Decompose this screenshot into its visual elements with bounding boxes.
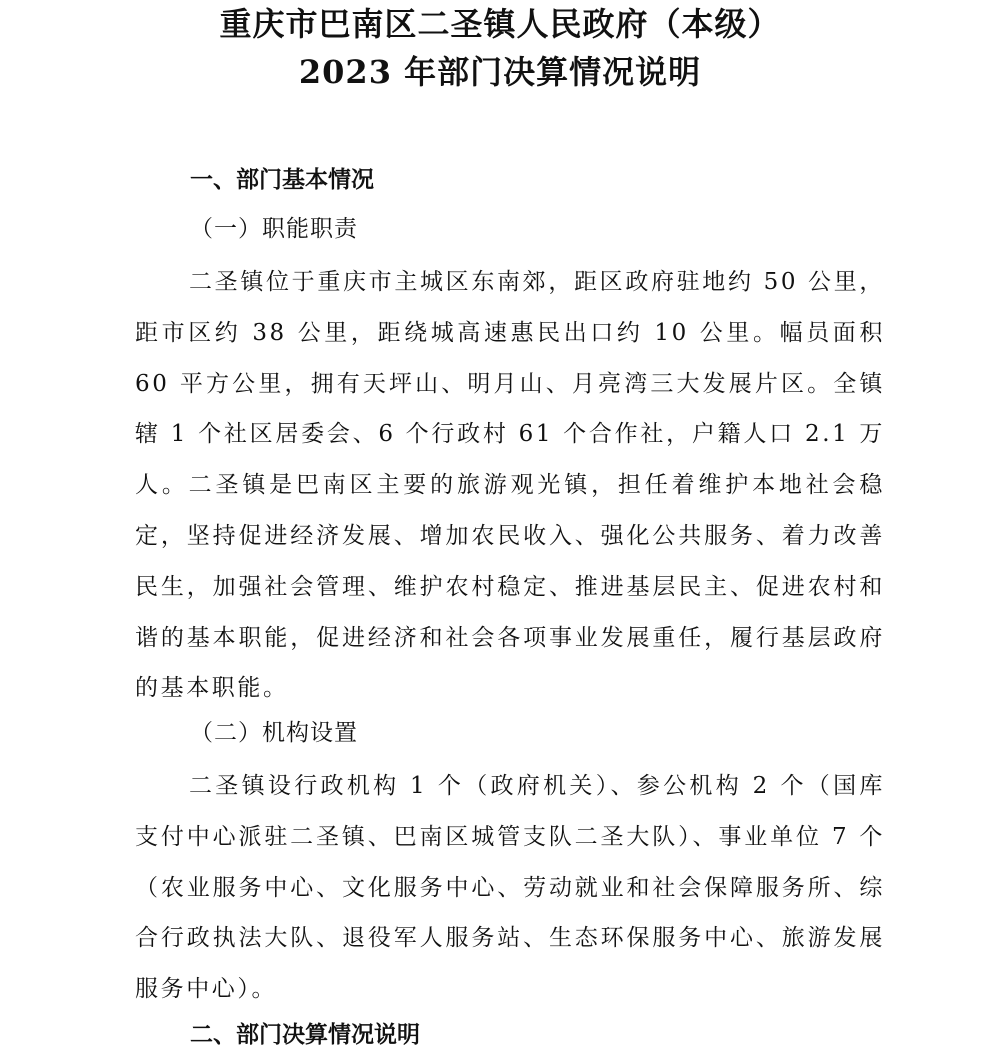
sub2-paragraph: 二圣镇设行政机构 1 个（政府机关）、参公机构 2 个（国库支付中心派驻二圣镇、巴南区城管支队二圣大队）、事业单位 7 个（农业服务中心、文化服务中心、劳动就业和社会保障服务所、综合行政执法大队、退役军人服务站、生态环保服务中心、旅游发展服务中心）。 (135, 773, 885, 1003)
section2-heading: 二、部门决算情况说明 (190, 1021, 420, 1048)
sub1-paragraph: 二圣镇位于重庆市主城区东南郊，距区政府驻地约 50 公里，距市区约 38 公里，距绕城高速惠民出口约 10 公里。幅员面积 60 平方公里，拥有天坪山、明月山、月亮湾三大发展片区。全镇辖 1 个社区居委会、6 个行政村 61 个合作社，户籍人口 2.1 万人。二圣镇是巴南区主要的旅游观光镇，担任着维护本地社会稳定，坚持促进经济发展、增加农民收入、强化公共服务、着力改善民生，加强社会管理、维护农村稳定、推进基层民主、促进农村和谐的基本职能，促进经济和社会各项事业发展重任，履行基层政府的基本职能。 (135, 269, 885, 702)
sub2-heading: （二）机构设置 (190, 720, 358, 746)
document-title-line1: 重庆市巴南区二圣镇人民政府（本级） (219, 5, 781, 43)
sub1-heading: （一）职能职责 (190, 216, 358, 242)
document-title-line2: 2023 年部门决算情况说明 (298, 53, 702, 91)
section1-heading: 一、部门基本情况 (190, 166, 374, 193)
